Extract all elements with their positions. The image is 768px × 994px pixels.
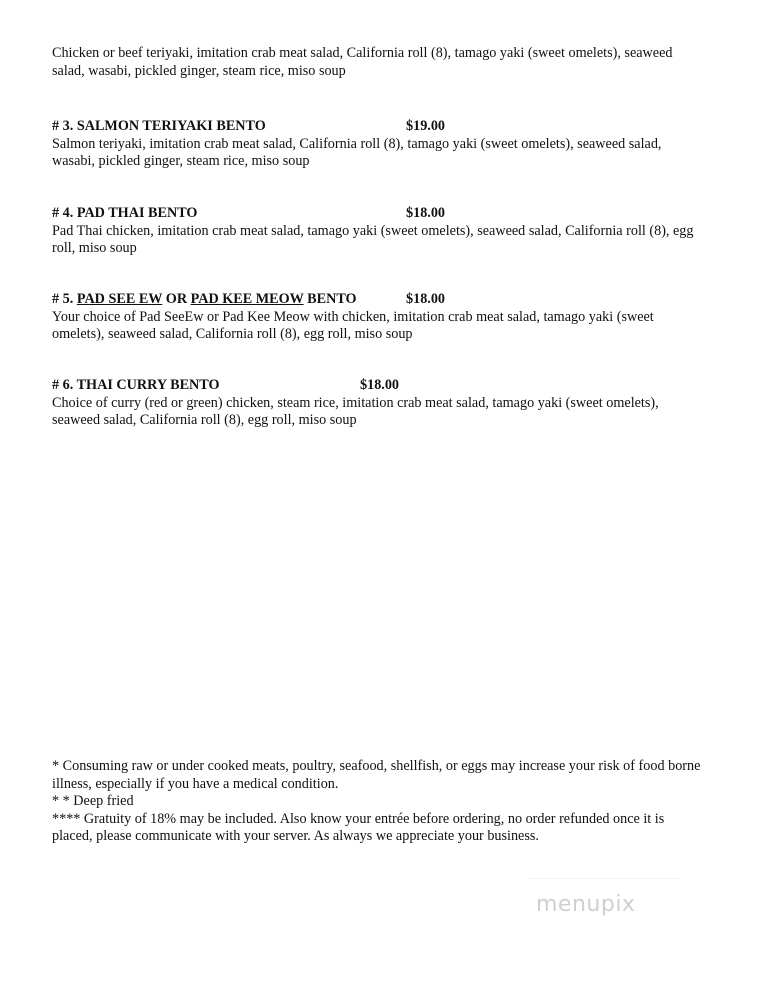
item-3-title: # 3. SALMON TERIYAKI BENTO	[52, 118, 266, 134]
item-4-price: $18.00	[406, 205, 446, 221]
item-6-heading	[52, 377, 702, 395]
item-6-description: Choice of curry (red or green) chicken, steam rice, imitation crab meat salad, tamago yaki (sweet omelets), seaweed salad, California roll (8), egg roll, miso soup	[52, 394, 659, 429]
item-5-description: Your choice of Pad SeeEw or Pad Kee Meow with chicken, imitation crab meat salad, tamago yaki (sweet omelets), seaweed salad, California roll (8), egg roll, miso soup	[52, 308, 654, 343]
footnote-deep-fried: * * Deep fried	[52, 793, 134, 810]
watermark-rule	[530, 878, 680, 889]
item-4-title: # 4. PAD THAI BENTO	[52, 205, 198, 221]
footnote-raw-food: * Consuming raw or under cooked meats, poultry, seafood, shellfish, or eggs may increase your risk of food borne illness, especially if you have a medical condition.	[52, 758, 701, 792]
item-5-price: $18.00	[406, 291, 446, 307]
item-4	[52, 205, 702, 258]
item-5-heading	[52, 291, 702, 309]
item-3	[52, 118, 702, 171]
item-5	[52, 291, 702, 344]
item-3-heading	[52, 118, 702, 136]
item-4-heading	[52, 205, 702, 223]
item-5-title	[52, 291, 357, 307]
footnote-gratuity: **** Gratuity of 18% may be included. Also know your entrée before ordering, no order refunded once it is placed, please communicate with your server. As always we appreciate your business.	[52, 810, 665, 845]
item-5-title-prefix: # 5.	[52, 291, 77, 307]
item-2-description: Chicken or beef teriyaki, imitation crab meat salad, California roll (8), tamago yaki (sweet omelets), seaweed salad, wasabi, pickled ginger, steam rice, miso soup	[52, 45, 673, 79]
item-5-title-or: OR	[162, 291, 191, 307]
item-5-title-option-b: PAD KEE MEOW	[190, 291, 304, 307]
item-5-title-option-a: PAD SEE EW	[76, 291, 163, 307]
item-3-price: $19.00	[406, 118, 446, 134]
item-3-description: Salmon teriyaki, imitation crab meat salad, California roll (8), tamago yaki (sweet omelets), seaweed salad, wasabi, pickled ginger, steam rice, miso soup	[52, 135, 662, 170]
watermark-logo: menupix	[536, 892, 636, 917]
item-4-description: Pad Thai chicken, imitation crab meat salad, tamago yaki (sweet omelets), seaweed salad, California roll (8), egg roll, miso soup	[52, 222, 694, 257]
item-6-price: $18.00	[360, 377, 400, 393]
item-2	[52, 45, 702, 80]
item-6-title: # 6. THAI CURRY BENTO	[52, 377, 220, 393]
item-6	[52, 377, 702, 430]
item-5-title-suffix: BENTO	[303, 291, 357, 307]
footnotes	[52, 758, 702, 846]
